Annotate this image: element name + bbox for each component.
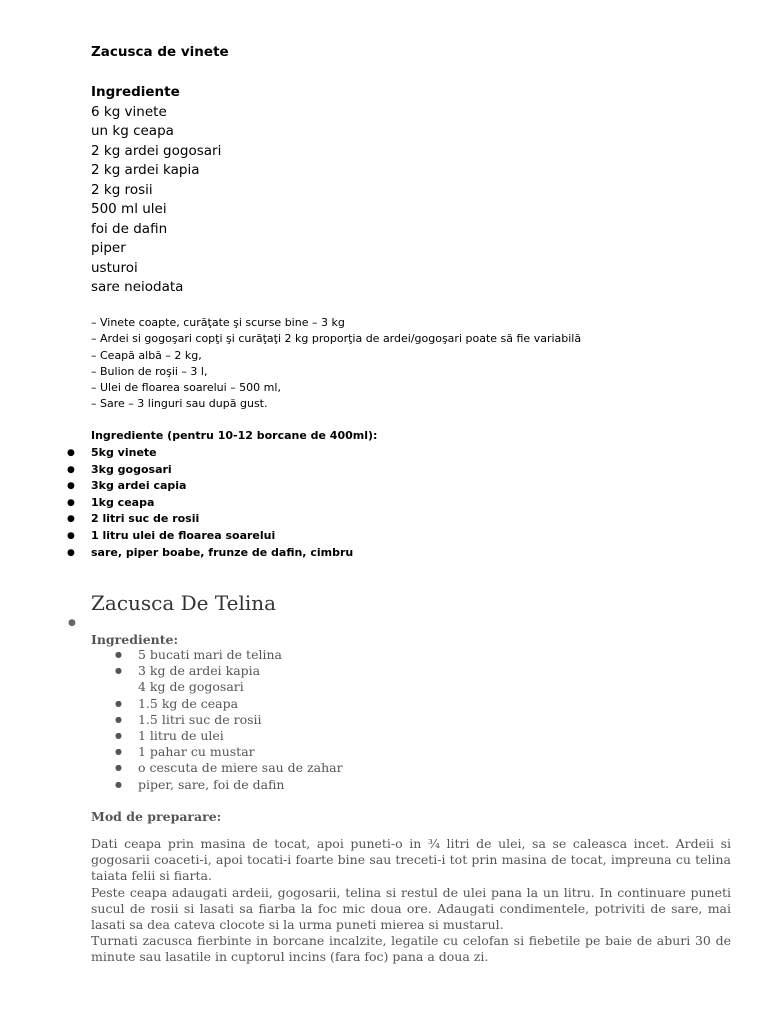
list-item-text: 2 litri suc de rosii [91,512,200,526]
list-item-text: 1 pahar cu mustar [138,744,255,760]
list-item-text: 5kg vinete [91,446,157,459]
bullet-icon: ● [67,547,75,558]
list-item-text: 1 litru de ulei [138,727,224,743]
list-item-text: 4 kg de gogosari [138,679,244,695]
ingredient-line: 500 ml ulei [91,201,167,217]
list-item-text: 1 litru ulei de floarea soarelui [91,528,276,542]
bullet-icon: ● [68,618,76,628]
ingredients-heading-telina: Ingrediente: [91,632,179,647]
ingredient-line: 2 kg ardei kapia [91,162,200,178]
dash-item: – Ulei de floarea soarelui – 500 ml, [91,381,281,395]
list-item-text: piper, sare, foi de dafin [138,776,285,792]
dash-item: – Vinete coapte, curăţate şi scurse bine – 3 kg [91,316,345,329]
method-heading: Mod de preparare: [91,809,222,824]
bullet-icon: ● [67,481,75,492]
method-paragraph: Peste ceapa adaugati ardeii, gogosarii, telina si restul de ulei pana la un litru. In continuare puneti sucul de rosii si lasati sa fiarba la foc mic doua ore. Adaugati condimentele, potriviti de sare, mai lasati sa dea cateva clocote si la urma puneti mierea si mustarul. [91,884,731,933]
bullet-icon: ● [115,779,122,789]
dash-ingredient-list [91,315,581,413]
ingredient-line: 6 kg vinete [91,103,167,120]
recipe-title-vinete: Zacusca de vinete [91,44,229,60]
list-item-text: 1.5 kg de ceapa [138,695,239,711]
bullet-icon: ● [115,666,122,676]
list-item-text: o cescuta de miere sau de zahar [138,760,343,776]
bullet-icon: ● [67,514,75,525]
bullet-icon: ● [115,747,122,757]
list-item-text: 5 bucati mari de telina [138,647,282,662]
bullet-icon: ● [67,497,75,508]
bullet-icon: ● [115,650,122,659]
list-item-text: 1.5 litri suc de rosii [138,711,262,727]
dash-item: – Ardei si gogoşari copţi şi curăţaţi 2 kg proporţia de ardei/gogoşari poate să fie variabilă [91,332,582,346]
method-paragraph: Dati ceapa prin masina de tocat, apoi puneti-o in ¾ litri de ulei, sa se caleasca incet. Ardeii si gogosarii coaceti-i, apoi tocati-i foarte bine sau treceti-i tot prin masina de tocat, impreuna cu telina taiata felii si fiarta. [91,836,731,884]
list-item-text: 3kg gogosari [91,462,172,476]
ingredient-line: 2 kg rosii [91,181,153,198]
ingredient-line: usturoi [91,259,138,276]
list-item-text: 3 kg de ardei kapia [138,663,261,679]
bullet-icon: ● [67,530,75,541]
dash-item: – Bulion de roşii – 3 l, [91,364,208,378]
ingredients-heading: Ingrediente [91,84,180,100]
ingredient-line: piper [91,240,126,256]
list-item-text: 3kg ardei capia [91,479,187,493]
dash-item: – Sare – 3 linguri sau după gust. [91,397,268,411]
ingredient-line: foi de dafin [91,220,168,237]
dash-item: – Ceapă albă – 2 kg, [91,348,202,362]
bullet-icon: ● [67,448,75,458]
list-item-text: 1kg ceapa [91,495,155,509]
bullet-ingredients-heading: Ingrediente (pentru 10-12 borcane de 400ml): [91,429,378,442]
ingredient-line: un kg ceapa [91,123,174,139]
bullet-icon: ● [115,763,122,773]
ingredients-section-vinete [91,83,221,298]
bullet-icon: ● [115,698,122,708]
ingredient-line: sare neiodata [91,279,184,295]
bullet-icon: ● [115,730,122,740]
method-paragraph: Turnati zacusca fierbinte in borcane incalzite, legatile cu celofan si fiebetile pe baie de aburi 30 de minute sau lasatile in cuptorul incins (fara foc) pana a doua zi. [91,933,731,965]
method-body [91,836,731,966]
ingredient-line: 2 kg ardei gogosari [91,142,222,159]
list-item-text: sare, piper boabe, frunze de dafin, cimbru [91,545,354,559]
bullet-icon: ● [67,464,75,475]
bullet-icon: ● [115,714,122,724]
recipe-title-telina: Zacusca De Telina [91,591,277,615]
